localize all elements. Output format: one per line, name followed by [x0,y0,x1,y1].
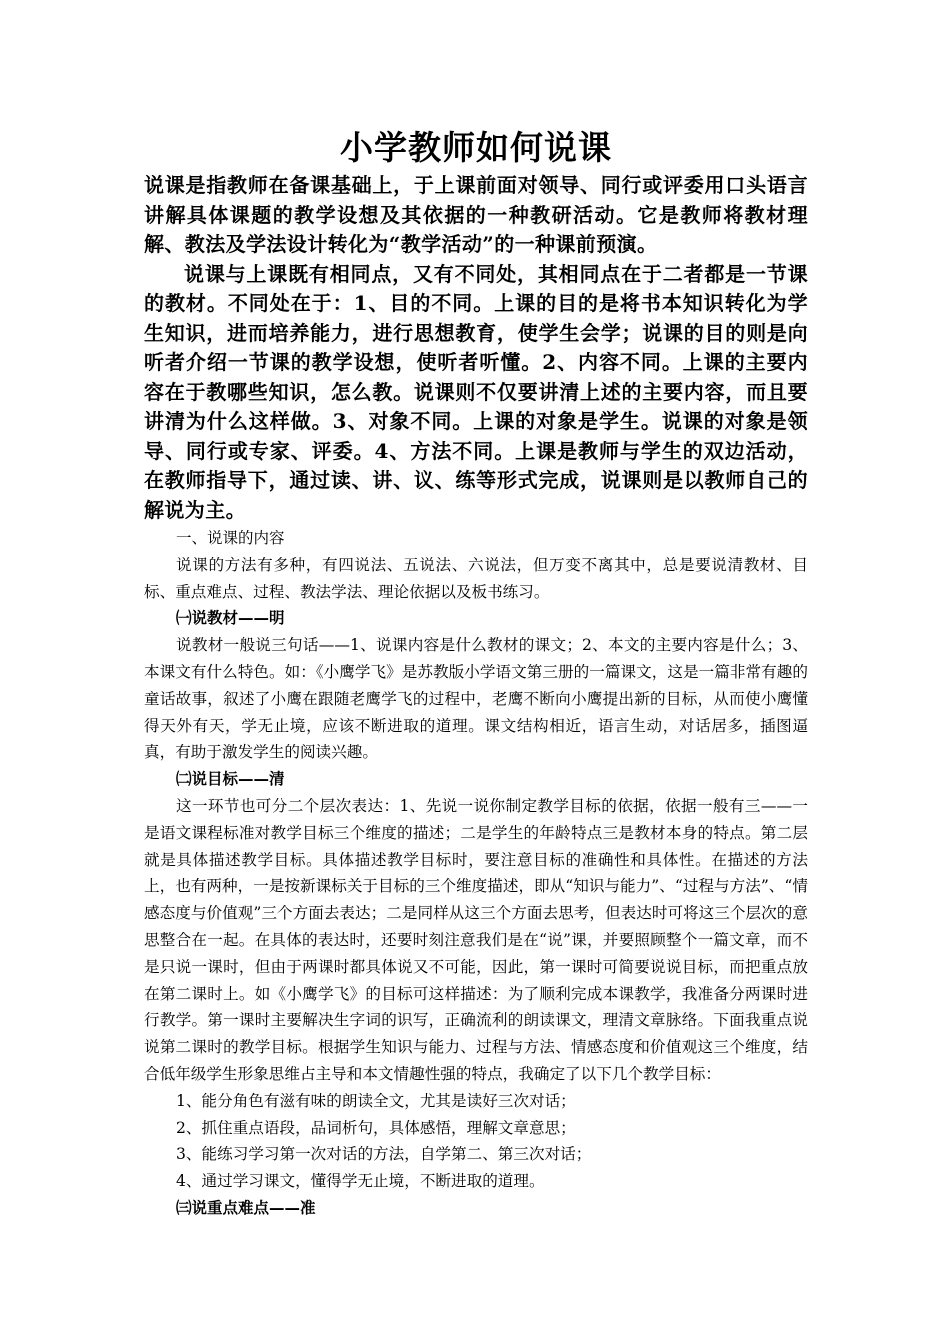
intro-paragraph: 说课是指教师在备课基础上，于上课前面对领导、同行或评委用口头语言讲解具体课题的教学设想及其依据的一种教研活动。它是教师将教材理解、教法及学法设计转化为“教学活动”的一种课前预演。 [144,173,808,256]
subheading-goals: ㈡说目标——清 [176,770,285,789]
subheading-key-points: ㈢说重点难点——准 [176,1198,316,1217]
section-paragraph-content: 说课的方法有多种，有四说法、五说法、六说法，但万变不离其中，总是要说清教材、目标、重点难点、过程、教法学法、理论依据以及板书练习。 [144,555,808,601]
list-item: 2、抓住重点语段，品词析句，具体感悟，理解文章意思； [176,1118,576,1137]
list-item: 4、通过学习课文，懂得学无止境，不断进取的道理。 [176,1172,545,1191]
document-body [144,126,808,1222]
list-item: 1、能分角色有滋有味的朗读全文，尤其是读好三次对话； [176,1091,576,1110]
page-title: 小学教师如何说课 [340,128,612,167]
comparison-paragraph: 说课与上课既有相同点，又有不同处，其相同点在于二者都是一节课的教材。不同处在于：1、目的不同。上课的目的是将书本知识转化为学生知识，进而培养能力，进行思想教育，使学生会学；说课的目的则是向听者介绍一节课的教学设想，使听者听懂。2、内容不同。上课的主要内容在于教哪些知识，怎么教。说课则不仅要讲清上述的主要内容，而且要讲清为什么这样做。3、对象不同。上课的对象是学生。说课的对象是领导、同行或专家、评委。4、方法不同。上课是教师与学生的双边活动，在教师指导下，通过读、讲、议、练等形式完成，说课则是以教师自己的解说为主。 [144,261,808,522]
paragraph-textbook: 说教材一般说三句话——1、说课内容是什么教材的课文；2、本文的主要内容是什么；3、本课文有什么特色。如：《小鹰学飞》是苏教版小学语文第三册的一篇课文，这是一篇非常有趣的童话故事，叙述了小鹰在跟随老鹰学飞的过程中，老鹰不断向小鹰提出新的目标，从而使小鹰懂得天外有天，学无止境，应该不断进取的道理。课文结构相近，语言生动，对话居多，插图逼真，有助于激发学生的阅读兴趣。 [144,636,808,762]
list-item: 3、能练习学习第一次对话的方法，自学第二、第三次对话； [176,1145,592,1164]
section-heading-content: 一、说课的内容 [176,529,285,547]
subheading-textbook: ㈠说教材——明 [176,609,285,628]
goals-list [144,1088,808,1195]
paragraph-goals: 这一环节也可分二个层次表达：1、先说一说你制定教学目标的依据，依据一般有三——一是语文课程标准对教学目标三个维度的描述；二是学生的年龄特点三是教材本身的特点。第二层就是具体描述教学目标。具体描述教学目标时，要注意目标的准确性和具体性。在描述的方法上，也有两种，一是按新课标关于目标的三个维度描述，即从“知识与能力”、“过程与方法”、“情感态度与价值观”三个方面去表达；二是同样从这三个方面去思考，但表达时可将这三个层次的意思整合在一起。在具体的表达时，还要时刻注意我们是在“说”课，并要照顾整个一篇文章，而不是只说一课时，但由于两课时都具体说又不可能，因此，第一课时可简要说说目标，而把重点放在第二课时上。如《小鹰学飞》的目标可这样描述：为了顺利完成本课教学，我准备分两课时进行教学。第一课时主要解决生字词的识写，正确流利的朗读课文，理清文章脉络。下面我重点说说第二课时的教学目标。根据学生知识与能力、过程与方法、情感态度和价值观这三个维度，结合低年级学生形象思维占主导和本文情趣性强的特点，我确定了以下几个教学目标： [144,796,808,1083]
